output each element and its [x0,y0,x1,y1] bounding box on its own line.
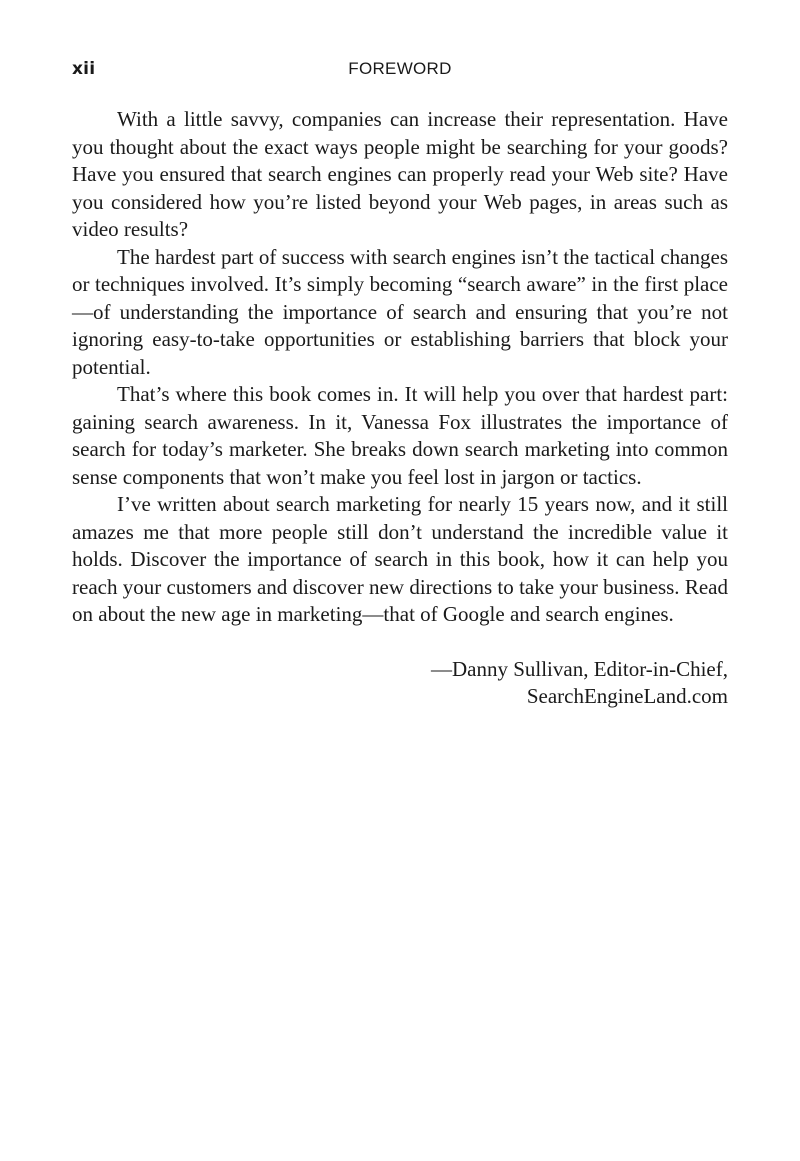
foreword-body [72,106,728,711]
paragraph-2: The hardest part of success with search engines isn’t the tactical changes or techniques involved. It’s simply becoming “search aware” in the first place—of understanding the importance of search and ensuring that you’re not ignoring easy-to-take opportunities or establishing barriers that block your potential. [72,244,728,379]
page-number: xii [72,59,96,79]
running-head [72,58,728,82]
signature-name: —Danny Sullivan, Editor-in-Chief, [430,656,728,681]
paragraph-4: I’ve written about search marketing for nearly 15 years now, and it still amazes me that more people still don’t understand the incredible value it holds. Discover the importance of search in this book, how it can help you reach your customers and discover new directions to take your business. Read on about the new age in marketing—that of Google and search engines. [72,492,728,626]
paragraph-3: That’s where this book comes in. It will help you over that hardest part: gaining search awareness. In it, Vanessa Fox illustrates the importance of search for today’s marketer. She breaks down search marketing into common sense components that won’t make you feel lost in jargon or tactics. [72,382,728,489]
signature [72,656,728,711]
paragraph-1: With a little savvy, companies can increase their representation. Have you thought about the exact ways people might be searching for your goods? Have you ensured that search engines can properly read your Web site? Have you considered how you’re listed beyond your Web pages, in areas such as video results? [72,107,728,241]
chapter-title: FOREWORD [348,59,452,78]
signature-website: SearchEngineLand.com [526,684,728,708]
